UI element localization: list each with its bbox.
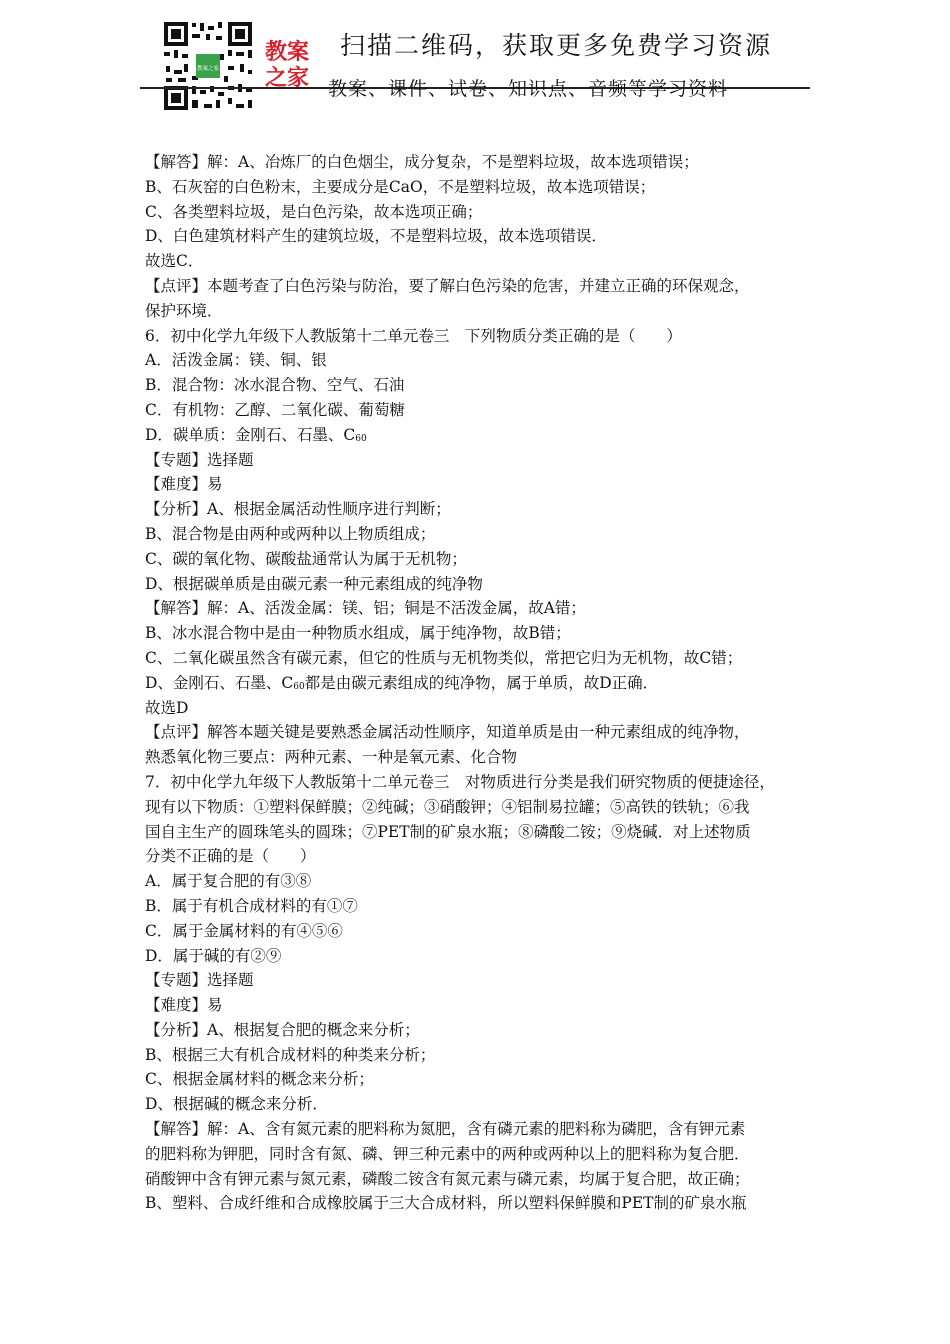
text-line: B、石灰窑的白色粉末，主要成分是CaO，不是塑料垃圾，故本选项错误；: [145, 177, 656, 196]
text-line: 【专题】选择题: [145, 450, 254, 469]
text-line: 【解答】解：A、含有氮元素的肥料称为氮肥，含有磷元素的肥料称为磷肥，含有钾元素: [145, 1120, 746, 1139]
text-line: C、碳的氧化物、碳酸盐通常认为属于无机物；: [145, 549, 467, 568]
question-6-option-c: C．有机物：乙醇、二氧化碳、葡萄糖: [145, 400, 405, 419]
question-7-option-c: C．属于金属材料的有④⑤⑥: [145, 921, 343, 940]
qr-code-icon: [162, 20, 254, 112]
question-6-option-a: A．活泼金属：镁、铜、银: [145, 351, 327, 370]
question-7-stem: 7．初中化学九年级下人教版第十二单元卷三 对物质进行分类是我们研究物质的便捷途径，: [145, 772, 775, 791]
text-line: 故选D: [145, 698, 189, 717]
question-7-option-b: B．属于有机合成材料的有①⑦: [145, 896, 358, 915]
subscript: 60: [293, 681, 305, 692]
text-line: B、混合物是由两种或两种以上物质组成；: [145, 524, 436, 543]
text-line: 熟悉氧化物三要点：两种元素、一种是氧元素、化合物: [145, 748, 518, 767]
text-segment: D、金刚石、石墨、C: [145, 673, 294, 692]
question-6-option-b: B．混合物：冰水混合物、空气、石油: [145, 376, 405, 395]
text-line: 【专题】选择题: [145, 971, 254, 990]
text-line: 【点评】解答本题关键是要熟悉金属活动性顺序，知道单质是由一种元素组成的纯净物，: [145, 723, 750, 742]
text-line: B、塑料、合成纤维和合成橡胶属于三大合成材料，所以塑料保鲜膜和PET制的矿泉水瓶: [145, 1194, 747, 1213]
text-line: 【解答】解：A、活泼金属：镁、铝；铜是不活泼金属，故A错；: [145, 599, 586, 618]
text-line: D、根据碳单质是由碳元素一种元素组成的纯净物: [145, 574, 483, 593]
text-line: C、根据金属材料的概念来分析；: [145, 1070, 374, 1089]
question-6-option-d: [145, 423, 825, 448]
subscript: 60: [355, 433, 367, 444]
question-6-stem: 6．初中化学九年级下人教版第十二单元卷三 下列物质分类正确的是（ ）: [145, 326, 682, 345]
text-line: 现有以下物质：①塑料保鲜膜；②纯碱；③硝酸钾；④铝制易拉罐；⑤高铁的铁轨；⑥我: [145, 797, 750, 816]
header-slogan: 扫描二维码，获取更多免费学习资源: [340, 31, 773, 60]
text-line: D、根据碱的概念来分析．: [145, 1095, 328, 1114]
document-body: [145, 150, 825, 1216]
text-line: 【分析】A、根据复合肥的概念来分析；: [145, 1020, 420, 1039]
header-banner: [140, 14, 820, 129]
logo-line-2: 之家: [265, 66, 310, 91]
text-line: 保护环境．: [145, 301, 223, 320]
text-line: 【分析】A、根据金属活动性顺序进行判断；: [145, 500, 451, 519]
text-line: B、根据三大有机合成材料的种类来分析；: [145, 1045, 436, 1064]
text-line: 硝酸钾中含有钾元素与氮元素，磷酸二铵含有氮元素与磷元素，均属于复合肥，故正确；: [145, 1169, 750, 1188]
option-d-text: D．碳单质：金刚石、石墨、C: [145, 425, 356, 444]
text-line: 的肥料称为钾肥，同时含有氮、磷、钾三种元素中的两种或两种以上的肥料称为复合肥．: [145, 1144, 750, 1163]
header-subline: 教案、课件、试卷、知识点、音频等学习资料: [328, 78, 729, 100]
text-line: 故选C．: [145, 252, 204, 271]
qr-center-label: 教案之家: [196, 66, 220, 72]
text-line: 【点评】本题考查了白色污染与防治，要了解白色污染的危害，并建立正确的环保观念，: [145, 276, 750, 295]
text-line: C、二氧化碳虽然含有碳元素，但它的性质与无机物类似，常把它归为无机物，故C错；: [145, 648, 743, 667]
question-7-option-d: D．属于碱的有②⑨: [145, 946, 282, 965]
text-line: 国自主生产的圆珠笔头的圆珠；⑦PET制的矿泉水瓶；⑧磷酸二铵；⑨烧碱．对上述物质: [145, 822, 751, 841]
question-7-option-a: A．属于复合肥的有③⑧: [145, 872, 312, 891]
text-line: 【解答】解：A、冶炼厂的白色烟尘，成分复杂，不是塑料垃圾，故本选项错误；: [145, 153, 699, 171]
text-line: D、白色建筑材料产生的建筑垃圾，不是塑料垃圾，故本选项错误．: [145, 227, 607, 246]
brand-logo: [265, 40, 325, 92]
text-line: C、各类塑料垃圾，是白色污染，故本选项正确；: [145, 202, 483, 221]
text-segment: 都是由碳元素组成的纯净物，属于单质，故D正确．: [304, 673, 659, 692]
text-line: 【难度】易: [145, 475, 223, 494]
text-line: [145, 671, 825, 696]
text-line: 分类不正确的是（ ）: [145, 847, 316, 866]
text-line: 【难度】易: [145, 996, 223, 1015]
logo-line-1: 教案: [265, 40, 310, 65]
text-line: B、冰水混合物中是由一种物质水组成，属于纯净物，故B错；: [145, 624, 571, 643]
